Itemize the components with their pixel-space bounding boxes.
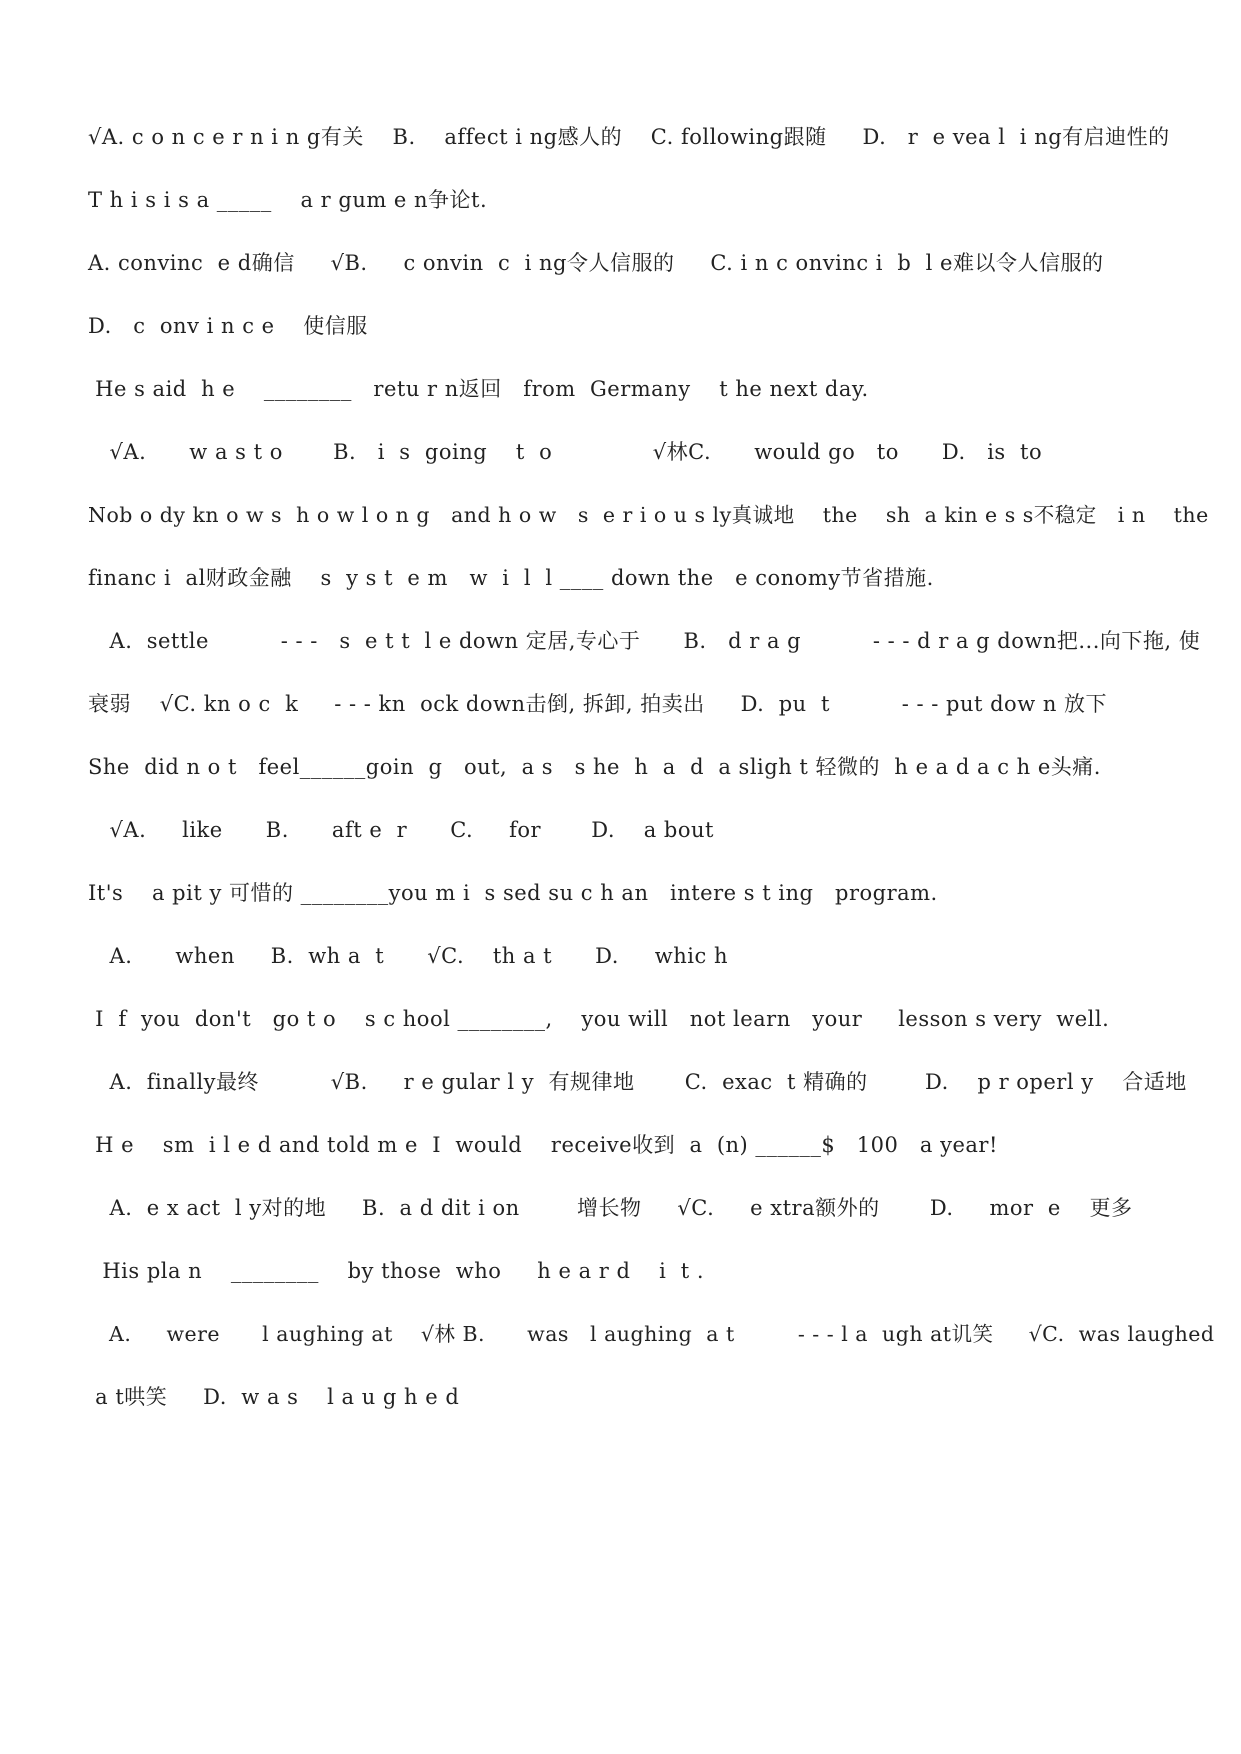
text-line: I f you don't go t o s c hool ________, you will not learn your lesson s very well.: [88, 1007, 1110, 1031]
text-line: A. settle - - - s e t t l e down 定居,专心于 B. d r a g - - - d r a g down把...向下拖, 使: [88, 629, 1201, 653]
text-line: A. convinc e d确信 √B. c onvin c i ng令人信服的 C. i n c onvinc i b l e难以令人信服的: [88, 251, 1104, 275]
text-line: His pla n ________ by those who h e a r d i t .: [88, 1259, 704, 1283]
text-line: It's a pit y 可惜的 ________you m i s sed su c h an intere s t ing program.: [88, 881, 938, 905]
text-line: D. c onv i n c e 使信服: [88, 314, 368, 338]
text-line: financ i al财政金融 s y s t e m w i l l ____ down the e conomy节省措施.: [88, 566, 934, 590]
text-line: H e sm i l e d and told m e I would receive收到 a (n) ______$ 100 a year!: [88, 1133, 998, 1157]
text-line: a t哄笑 D. w a s l a u g h e d: [88, 1385, 460, 1409]
text-line: 衰弱 √C. kn o c k - - - kn ock down击倒, 拆卸, 拍卖出 D. pu t - - - put dow n 放下: [88, 692, 1108, 716]
text-line: A. e x act l y对的地 B. a d dit i on 增长物 √C. e xtra额外的 D. mor e 更多: [88, 1196, 1133, 1220]
text-line: √A. c o n c e r n i n g有关 B. affect i ng感人的 C. following跟随 D. r e vea l i ng有启迪性的: [88, 125, 1170, 149]
text-line: T h i s i s a _____ a r gum e n争论t.: [88, 188, 488, 212]
text-line: √A. w a s t o B. i s going t o √林C. would go to D. is to: [88, 440, 1043, 464]
text-line: She did n o t feel______goin g out, a s s he h a d a sligh t 轻微的 h e a d a c h e头痛.: [88, 755, 1101, 779]
text-line: √A. like B. aft e r C. for D. a bout: [88, 818, 714, 842]
text-line: He s aid h e ________ retu r n返回 from Germany t he next day.: [88, 377, 869, 401]
text-line: Nob o dy kn o w s h o w l o n g and h o w s e r i o u s ly真诚地 the sh a kin e s s不稳定 i n the: [88, 503, 1209, 527]
text-line: A. when B. wh a t √C. th a t D. whic h: [88, 944, 728, 968]
text-line: A. were l aughing at √林 B. was l aughing a t - - - l a ugh at讥笑 √C. was laughed: [88, 1322, 1215, 1346]
text-line: A. finally最终 √B. r e gular l y 有规律地 C. exac t 精确的 D. p r operl y 合适地: [88, 1070, 1187, 1094]
